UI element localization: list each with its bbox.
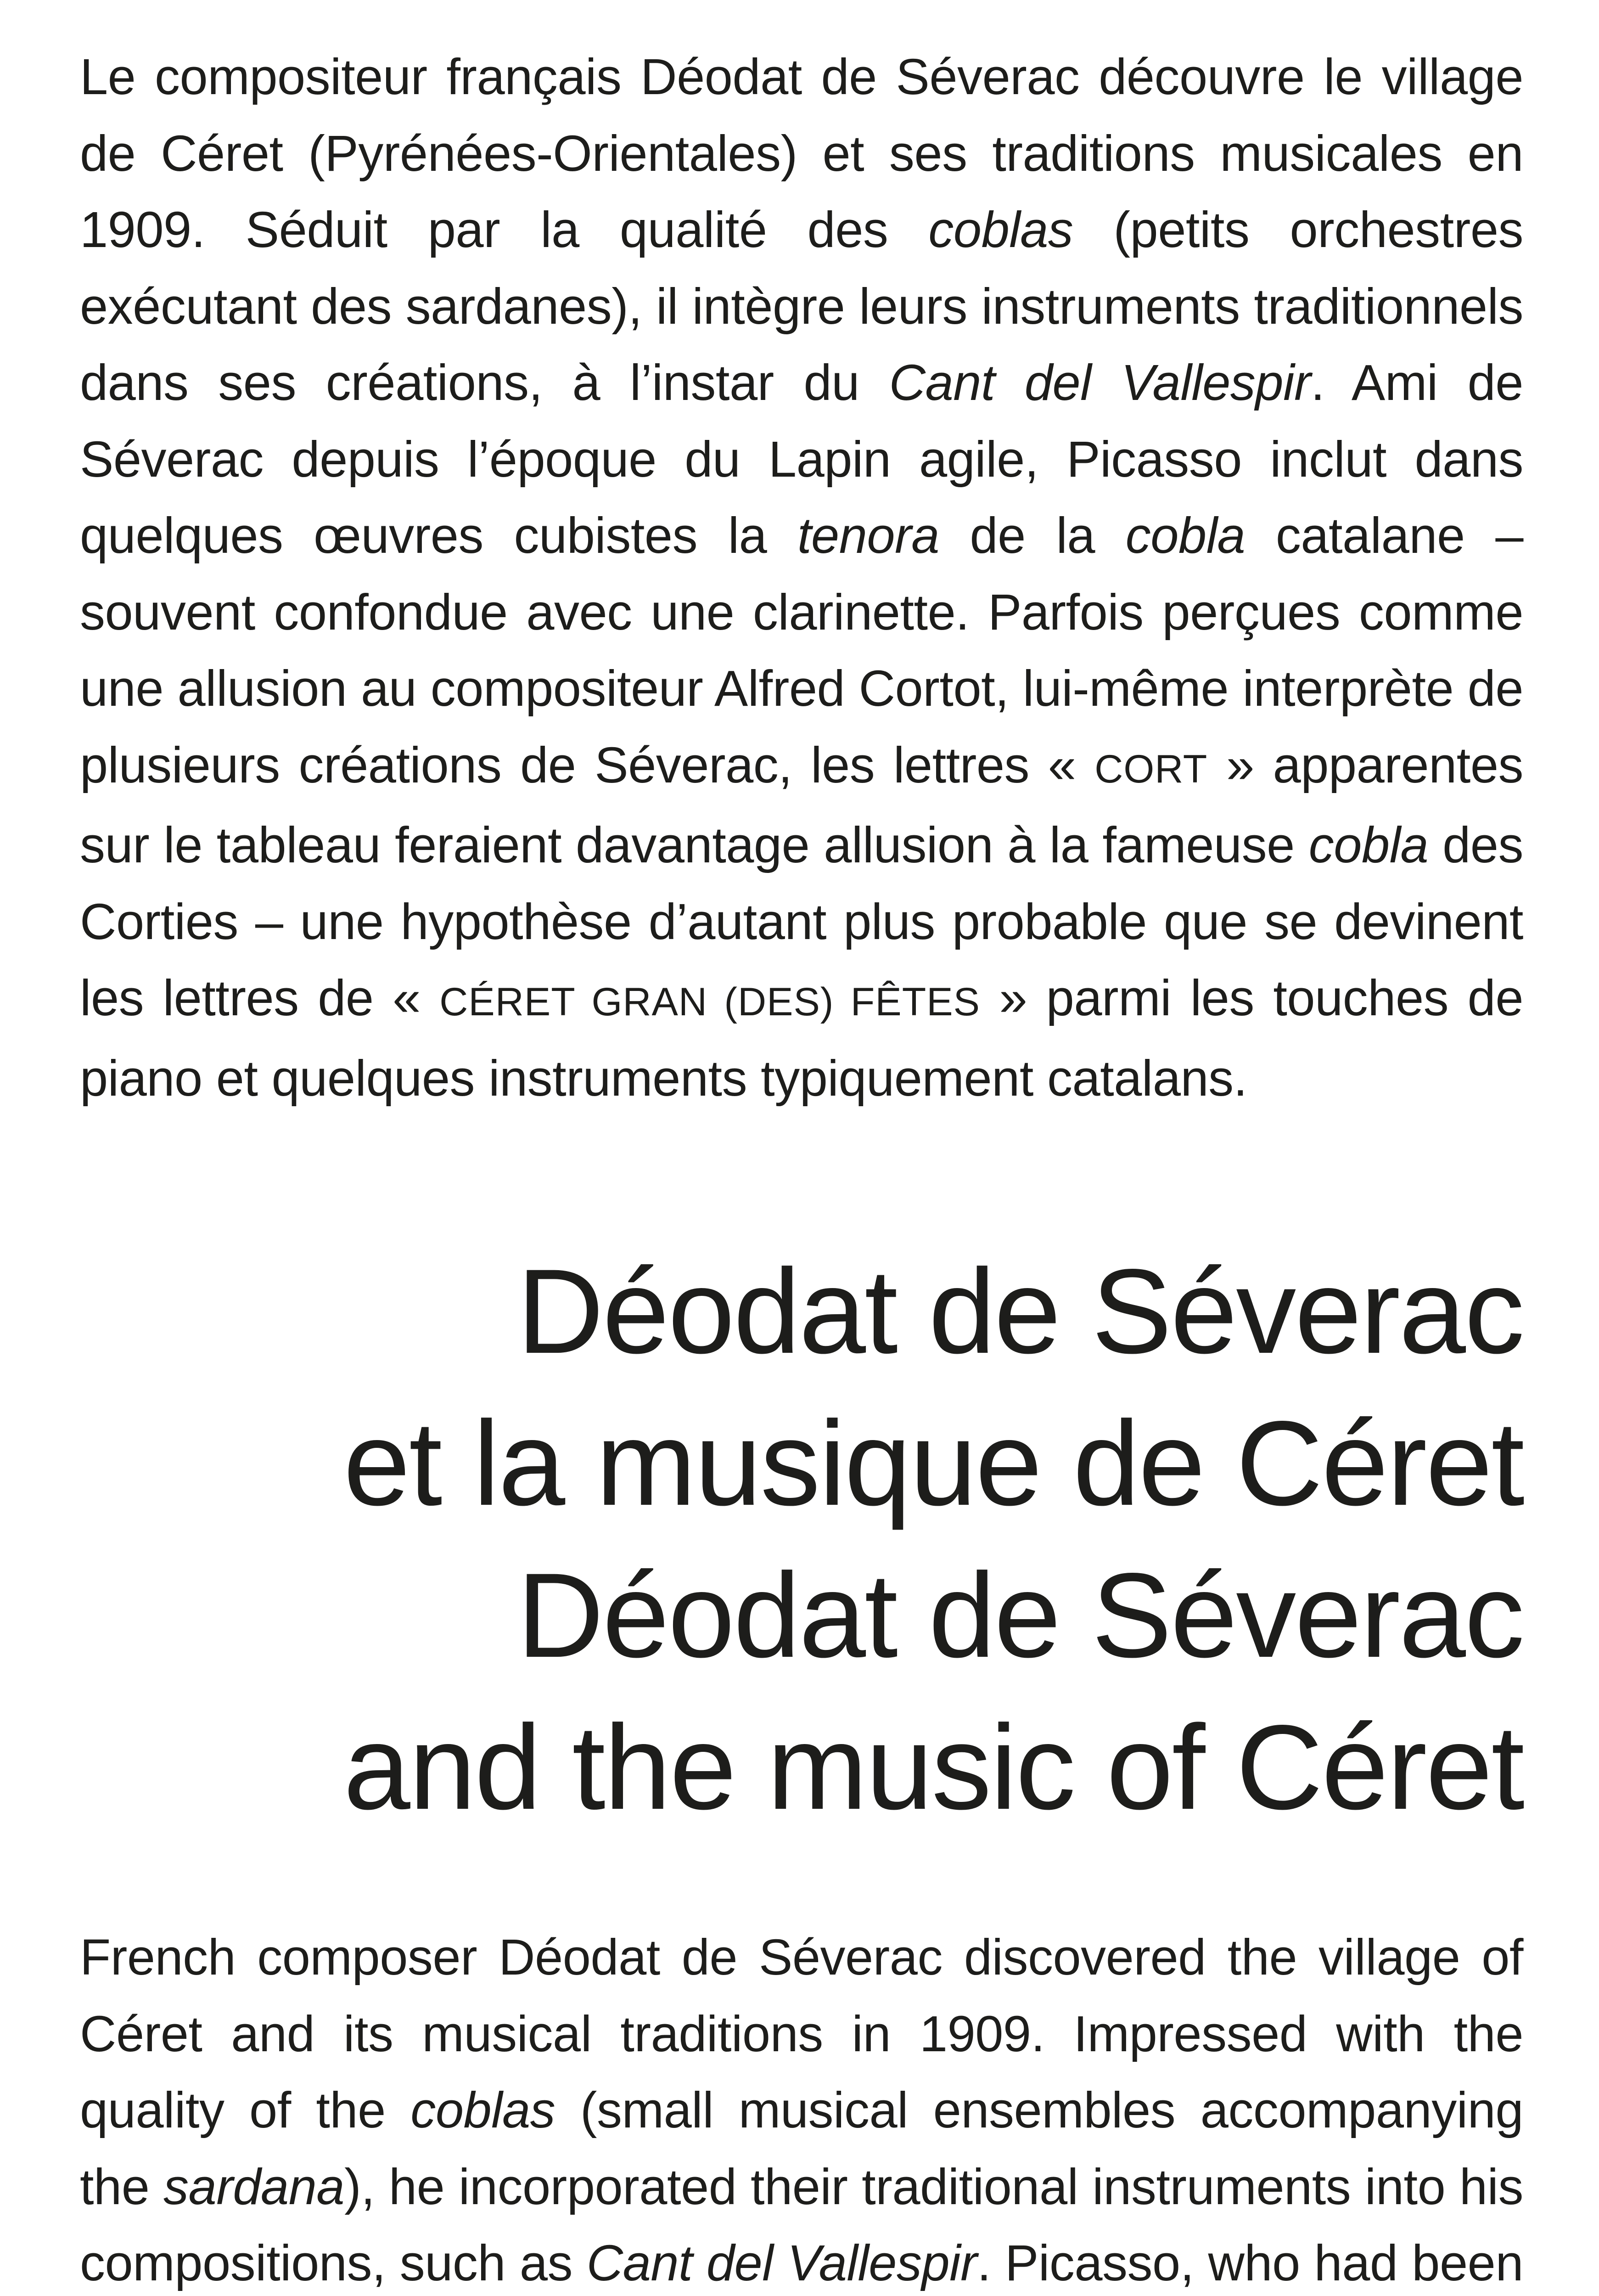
french-text: catalane – souvent confondue avec une clarinette. Parfois perçues comme une allusion au compositeur Alfred Cortot, lui-même interprète de plusieurs créations de Séverac, les lettres « xyxy=(80,507,1524,793)
english-text: French composer Déodat de Séverac discovered the village of Céret and its musical traditions in 1909. Impressed with the quality of the xyxy=(80,1929,1523,2138)
italic-term: cobla xyxy=(1308,817,1429,873)
french-text: de la xyxy=(939,507,1126,564)
french-text: » parmi les touches de piano et quelques instruments typiquement catalans. xyxy=(80,970,1524,1107)
french-text: (petits orchestres exécutant des sardanes), il intègre leurs instruments traditionnels dans ses créations, à l’instar du xyxy=(80,202,1523,411)
english-paragraph xyxy=(80,1919,1523,2296)
italic-term: coblas xyxy=(928,202,1073,258)
small-caps-phrase: CÉRET GRAN (DES) FÊTES xyxy=(439,980,980,1024)
heading-line-en-2: and the music of Céret xyxy=(343,1700,1523,1835)
small-caps-word: CORT xyxy=(1094,747,1208,791)
italic-term: coblas xyxy=(410,2082,555,2138)
french-text: » apparentes sur le tableau feraient davantage allusion à la fameuse xyxy=(80,737,1523,873)
english-text: (small musical ensembles accompanying the xyxy=(80,2082,1523,2215)
french-text: des Corties – une hypothèse d’autant plus probable que se devinent les lettres de « xyxy=(80,817,1523,1026)
italic-term: sardana xyxy=(163,2158,345,2215)
french-text: Le compositeur français Déodat de Séverac découvre le village de Céret (Pyrénées-Orientales) et ses traditions musicales en 1909. Séduit par la qualité des xyxy=(80,49,1523,258)
french-text: . Ami de Séverac depuis l’époque du Lapin agile, Picasso inclut dans quelques œuvres cubistes la xyxy=(80,355,1523,564)
bilingual-heading xyxy=(80,1235,1523,1843)
heading-line-en-1: Déodat de Séverac xyxy=(517,1548,1523,1683)
heading-line-fr-2: et la musique de Céret xyxy=(343,1396,1523,1531)
french-paragraph xyxy=(80,39,1523,1117)
heading-line-fr-1: Déodat de Séverac xyxy=(517,1244,1523,1379)
italic-title: Cant del Vallespir xyxy=(586,2235,977,2291)
italic-term: cobla xyxy=(1125,507,1246,564)
english-text: ), he incorporated their traditional instruments into his compositions, such as xyxy=(80,2158,1523,2291)
italic-title: Cant del Vallespir xyxy=(889,355,1311,411)
italic-term: tenora xyxy=(797,507,939,564)
english-text: . Picasso, who had been xyxy=(977,2235,1523,2291)
